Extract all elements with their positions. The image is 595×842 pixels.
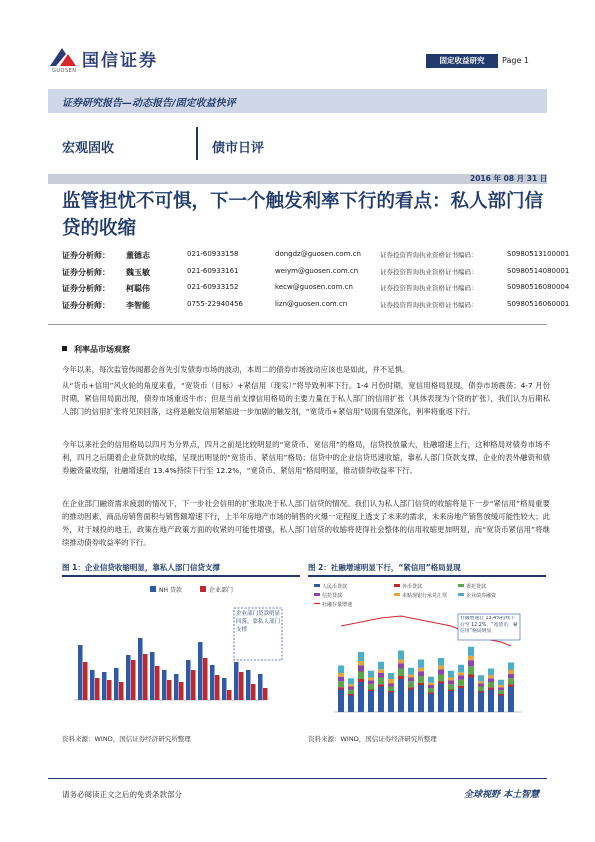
header-tag: 固定收益研究 (426, 54, 498, 68)
bar-segment (448, 671, 454, 678)
footer-slogan: 全球视野 本土智慧 (464, 790, 540, 800)
bar (162, 670, 167, 700)
figure-1-source: 资料来源：WIND，国信证券经济研究所整理 (62, 735, 191, 743)
bar (126, 655, 131, 700)
bar-segment (438, 681, 444, 683)
section-title: 债市日评 (212, 141, 265, 156)
svg-text:社融存量增速: 社融存量增速 (322, 602, 353, 608)
bar-segment (358, 679, 364, 682)
bar-segment (408, 687, 414, 689)
bar-segment (468, 647, 474, 656)
analyst-row (62, 248, 570, 265)
bar-segment (488, 675, 494, 678)
footer-rule (48, 778, 547, 779)
logo-icon (48, 46, 78, 68)
bar (186, 660, 191, 700)
bar (210, 665, 215, 700)
analyst-email[interactable]: dongdz@guosen.com.cn (275, 250, 361, 258)
bar-segment (458, 680, 464, 686)
bar-segment (368, 691, 374, 712)
bar-segment (448, 690, 454, 692)
svg-text:未贴现银行承兑汇票: 未贴现银行承兑汇票 (402, 593, 448, 599)
figure-2-title: 图 2：社融增速明显下行，“紧信用”格局显现 (308, 563, 461, 572)
bar-segment (388, 673, 394, 679)
body-paragraph: 今年以来社会的信用格局以四月为分界点，四月之前是比较明显的“宽货币、宽信用”的格局，信贷投放量大，社融增速上行，这种格局对债券市场不利，四月之后随着企业贷款的收缩，呈现出明显的“宽货币、紧信用”格局；信贷中的企业信贷迅速收缩，靠私人部门贷款支撑，企业的表外融资和债券融资量收缩，社融增速自 13.4%持续下行至 12.2%，“宽货币、紧信用”格局明显，推动债券收益率下行。 (62, 440, 550, 475)
bar (239, 672, 244, 700)
bar-segment (478, 675, 484, 681)
bar-segment (458, 672, 464, 675)
analyst-email[interactable]: lizn@guosen.com.cn (275, 299, 348, 308)
analyst-phone: 021-60933152 (187, 283, 239, 291)
bar-segment (418, 672, 424, 677)
figure-1-legend (150, 586, 233, 594)
bar (251, 684, 256, 700)
svg-text:企业债券融资: 企业债券融资 (466, 593, 497, 599)
bar (138, 638, 143, 700)
bar-segment (488, 669, 494, 676)
svg-text:信托贷款: 信托贷款 (322, 593, 343, 599)
bar-segment (508, 663, 514, 671)
bar-segment (418, 660, 424, 668)
bar-segment (348, 678, 354, 684)
bar-segment (508, 684, 514, 686)
bar (102, 672, 107, 700)
analyst-role: 证券分析师： (62, 300, 110, 310)
bar (191, 670, 196, 700)
bar-segment (378, 684, 384, 686)
bar-segment (428, 694, 434, 712)
bar-segment (498, 694, 504, 696)
body-paragraph: 在企业部门融资需求疲弱的情况下，下一步社会信用的扩张取决于私人部门信贷的情况。我们认为私人部门信贷的收缩将是下一步“紧信用”格局重要的推动因素，商品房销售面积与销售额增速下行，上半年房地产市场的销售的火爆一定程度上透支了未来的需求，未来房地产销售放缓可能性较大；此外，对于城投的地王，政策在地产政策方面的收紧的可能性增强，私人部门信贷的收缩将使得社会整体的信用收缩更加明显，而“宽货币紧信用”将继续推动债券收益率的下行。 (62, 499, 550, 547)
bar-segment (388, 691, 394, 693)
section-divider (196, 127, 198, 160)
bar-segment (418, 668, 424, 672)
figure-2-legend (314, 583, 497, 608)
bar-segment (468, 656, 474, 661)
analyst-name: 魏玉敏 (126, 267, 150, 277)
figure-1-rule (62, 575, 300, 577)
bar-segment (388, 684, 394, 687)
bar-segment (378, 678, 384, 685)
bar-segment (368, 690, 374, 692)
report-date: 2016 年 08 月 31 日 (470, 174, 548, 183)
bar-segment (388, 687, 394, 692)
svg-text:人民币贷款: 人民币贷款 (322, 584, 348, 590)
bar (131, 660, 136, 700)
analyst-name: 李智能 (126, 300, 150, 310)
bar-segment (348, 684, 354, 686)
bar (234, 662, 239, 700)
bar (198, 642, 203, 700)
bar-segment (508, 687, 514, 713)
bar-segment (478, 681, 484, 683)
bar-segment (388, 679, 394, 684)
bar-segment (468, 678, 474, 713)
bar-segment (428, 683, 434, 685)
bar-segment (418, 683, 424, 685)
analyst-role: 证券分析师： (62, 267, 110, 277)
analyst-name: 董德志 (126, 251, 150, 260)
figure-2-annotation: 社融增速自 13.4%持续下行至 12.2%，“宽货币、紧信用”格局明显 (460, 616, 518, 634)
bar (222, 678, 227, 700)
bar-segment (438, 669, 444, 674)
bar-segment (458, 686, 464, 688)
bar-segment (478, 693, 484, 713)
analyst-cert: S0980514080001 (507, 266, 570, 275)
brand-name-en: GUOSEN (52, 68, 77, 74)
bar-segment (408, 678, 414, 682)
figure-1-title: 图 1：企业信贷收缩明显，靠私人部门信贷支撑 (62, 563, 220, 572)
analyst-row (62, 298, 570, 315)
bar-segment (338, 687, 344, 689)
bar-segment (398, 663, 404, 668)
analyst-cert: S0980516060001 (507, 299, 570, 308)
analyst-row (62, 281, 570, 298)
figure-1-annotation: 企业部门贷款明显回落，靠私人部门支撑 (236, 611, 280, 633)
bar-segment (338, 681, 344, 687)
bar-segment (358, 652, 364, 661)
bar-segment (358, 661, 364, 666)
bar (167, 680, 172, 700)
figure-2-chart (308, 580, 546, 728)
bar-segment (448, 684, 454, 689)
bar-segment (498, 696, 504, 713)
body-paragraph: 从“货币+信用”风火轮的角度来看，“宽货币（目标）+紧信用（现实）”将导致利率下行。1-4 月份时期，宽信用格局显现，债券市场震荡；4-7 月份时期，紧信用局面出现，债券市场重返牛市；但是当前支撑信用格局的主要力量在于私人部门的信用扩张（具体表现为个贷的扩张），我们认为后期私人部门的信用扩张将见顶回落，这将是触发信用紧缩进一步加剧的触发剂，“宽货币+紧信用”局面有望深化，利率将重返下行。 (62, 381, 550, 416)
legend-label: 企业部门 (209, 587, 234, 594)
analyst-cert-label: 证券投资咨询执业资格证书编码： (380, 251, 478, 259)
bar (155, 666, 160, 700)
bar-segment (438, 675, 444, 682)
svg-text:委托贷款: 委托贷款 (466, 584, 487, 590)
analyst-phone: 021-60933158 (187, 250, 239, 258)
subsection-heading: 利率品市场观察 (74, 345, 130, 354)
figure-1-chart (62, 580, 300, 728)
brand-name: 国信证券 (82, 51, 158, 71)
legend-label: NH 贷款 (159, 587, 182, 594)
bar-segment (448, 691, 454, 712)
analyst-cert-label: 证券投资咨询执业资格证书编码： (380, 267, 478, 276)
analyst-cert: S0980513100001 (507, 250, 570, 258)
bar-segment (438, 684, 444, 713)
bar-segment (398, 660, 404, 664)
bar-segment (498, 685, 504, 687)
bar-segment (468, 666, 474, 674)
svg-text:外币贷款: 外币贷款 (402, 584, 423, 590)
bar-segment (488, 687, 494, 689)
bar-segment (428, 693, 434, 695)
bar-segment (398, 676, 404, 679)
bar (246, 670, 251, 700)
bar (258, 674, 263, 700)
bar-segment (458, 665, 464, 673)
bar-segment (458, 688, 464, 712)
figure-2-rule (308, 575, 546, 577)
bar-segment (378, 687, 384, 713)
analyst-row (62, 265, 570, 282)
bar-segment (358, 666, 364, 672)
bar (78, 645, 83, 700)
bar-segment (488, 678, 494, 682)
bar-segment (508, 678, 514, 684)
analyst-name: 柯聪伟 (126, 284, 150, 293)
bar-segment (428, 685, 434, 688)
analyst-role: 证券分析师： (62, 251, 110, 260)
bar (143, 654, 148, 700)
report-type: 证券研究报告—动态报告/固定收益快评 (62, 98, 236, 109)
bar-segment (428, 688, 434, 693)
bar-segment (468, 675, 474, 678)
bar (114, 668, 119, 700)
bullet-square-icon (62, 346, 67, 351)
bar-segment (368, 681, 374, 685)
analyst-cert-label: 证券投资咨询执业资格证书编码： (380, 300, 478, 309)
bar-segment (398, 669, 404, 677)
bar-segment (418, 685, 424, 712)
bar-segment (418, 676, 424, 683)
bar-segment (368, 684, 374, 689)
bar-segment (498, 687, 504, 690)
bar (174, 674, 179, 700)
bar-segment (408, 675, 414, 678)
body-paragraph: 今年以来，每次监管传闻都会首先引发债券市场的波动，本周二的债券市场波动应该也是如此，并不足惧。 (62, 365, 410, 374)
bar (227, 690, 232, 700)
bar-segment (488, 690, 494, 713)
divider (48, 324, 547, 325)
section-category: 宏观固收 (62, 141, 115, 156)
bar (95, 678, 100, 700)
page-number: Page 1 (502, 56, 529, 65)
bar (119, 682, 124, 700)
bar (107, 680, 112, 700)
bar (263, 688, 268, 700)
bar-segment (498, 690, 504, 694)
bar-segment (378, 673, 384, 678)
bar-segment (348, 687, 354, 690)
bar-segment (458, 675, 464, 680)
report-title: 监管担忧不可惧，下一个触发利率下行的看点：私人部门信贷的收缩 (62, 191, 544, 239)
analyst-phone: 021-60933161 (187, 266, 239, 275)
bar-segment (478, 687, 484, 692)
analyst-cert: S0980516080004 (507, 283, 570, 291)
bar-segment (348, 694, 354, 696)
analyst-cert-label: 证券投资咨询执业资格证书编码： (380, 284, 478, 292)
bar-segment (368, 678, 374, 681)
bar-segment (388, 693, 394, 713)
bar-segment (338, 666, 344, 674)
bar-segment (338, 677, 344, 682)
analyst-email[interactable]: weiym@guosen.com.cn (275, 266, 359, 275)
figure-2-source: 资料来源：WIND，国信证券经济研究所整理 (308, 735, 437, 743)
analyst-phone: 0755-22940456 (187, 299, 243, 308)
bar-segment (478, 691, 484, 693)
bar (215, 675, 220, 700)
bar (203, 658, 208, 700)
bar-segment (338, 673, 344, 677)
bar-segment (478, 684, 484, 687)
bar (83, 662, 88, 700)
bar-segment (398, 679, 404, 712)
analyst-email[interactable]: kecw@guosen.com.cn (275, 283, 353, 291)
disclaimer-note: 请务必阅读正文之后的免责条款部分 (62, 790, 182, 799)
bar-segment (448, 678, 454, 681)
bar-segment (378, 662, 384, 670)
bar-segment (488, 682, 494, 687)
bar-segment (358, 672, 364, 680)
bar-segment (498, 680, 504, 685)
bar-segment (468, 660, 474, 666)
bar-segment (378, 669, 384, 673)
bar-segment (368, 671, 374, 678)
bar-segment (408, 690, 414, 713)
bar-segment (348, 690, 354, 695)
bar-segment (428, 677, 434, 683)
bar-segment (508, 670, 514, 674)
bar-segment (338, 690, 344, 713)
bar-segment (438, 666, 444, 670)
bar-segment (348, 696, 354, 713)
bar-segment (398, 651, 404, 660)
bar (150, 652, 155, 700)
bar-segment (408, 681, 414, 687)
bar-segment (508, 674, 514, 679)
bar (179, 682, 184, 700)
bar-segment (448, 681, 454, 685)
bar-segment (358, 682, 364, 712)
analyst-role: 证券分析师： (62, 284, 110, 293)
bar-segment (438, 658, 444, 666)
bar-segment (408, 668, 414, 675)
bar (90, 670, 95, 700)
analyst-table (62, 248, 570, 314)
